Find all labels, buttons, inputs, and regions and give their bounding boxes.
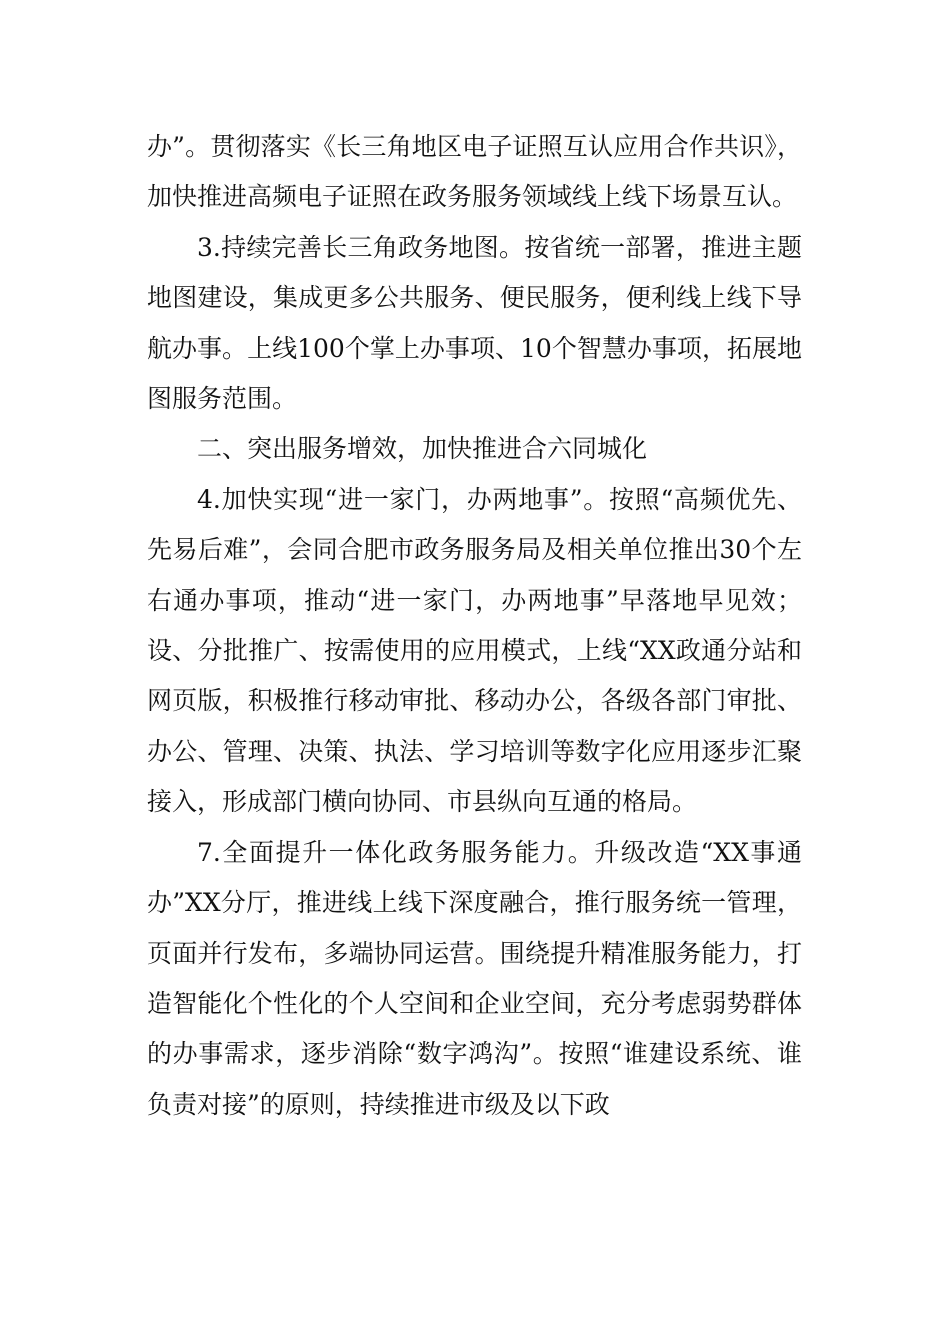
paragraph-item-4: 4.加快实现“进一家门，办两地事”。按照“高频优先、先易后难”，会同合肥市政务服务局及相关单位推出30个左右通办事项，推动“进一家门，办两地事”早落地早见效；设、分批推广、按需使用的应用模式，上线“XX政通分站和网页版，积极推行移动审批、移动办公，各级各部门审批、办公、管理、决策、执法、学习培训等数字化应用逐步汇聚接入，形成部门横向协同、市县纵向互通的格局。 (147, 484, 802, 817)
paragraph-item-3: 3.持续完善长三角政务地图。按省统一部署，推进主题地图建设，集成更多公共服务、便民服务，便利线上线下导航办事。上线100个掌上办事项、10个智慧办事项，拓展地图服务范围。 (147, 232, 802, 414)
section-heading-2: 二、突出服务增效，加快推进合六同城化 (197, 434, 648, 464)
paragraph-continuation: 办”。贯彻落实《长三角地区电子证照互认应用合作共识》，加快推进高频电子证照在政务服务领域线上线下场景互认。 (147, 132, 802, 212)
paragraph-item-7: 7.全面提升一体化政务服务能力。升级改造“XX事通办”XX分厅，推进线上线下深度融合，推行服务统一管理，页面并行发布，多端协同运营。围绕提升精准服务能力，打造智能化个性化的个人空间和企业空间，充分考虑弱势群体的办事需求，逐步消除“数字鸿沟”。按照“谁建设系统、谁负责对接”的原则，持续推进市级及以下政 (147, 837, 802, 1119)
document-body (147, 122, 802, 1130)
